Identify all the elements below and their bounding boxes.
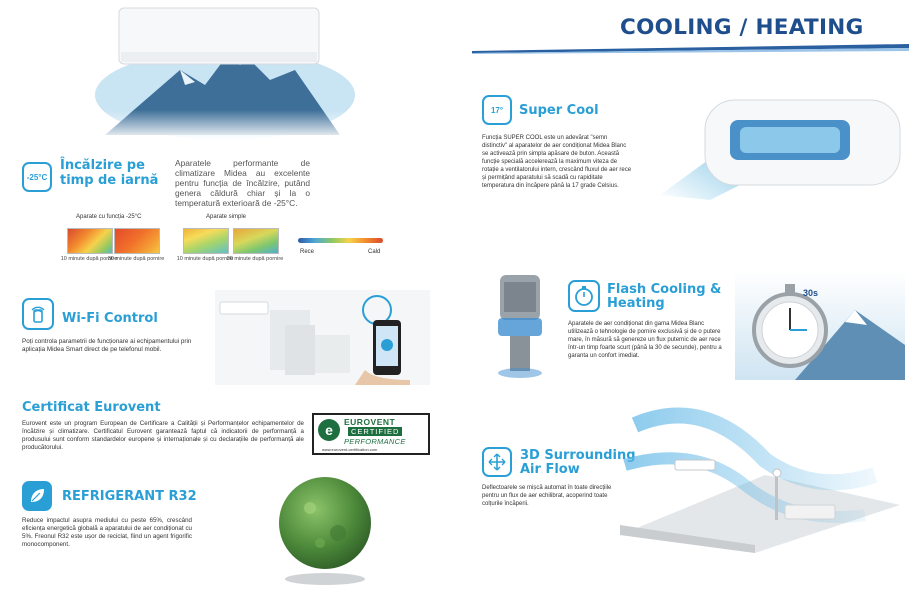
eurovent-title: Certificat Eurovent xyxy=(22,400,161,415)
thermal-image-1 xyxy=(67,228,113,254)
page-title: COOLING / HEATING xyxy=(620,15,864,40)
caption-30min-1: 30 minute după pornire xyxy=(107,256,165,262)
wifi-title: Wi-Fi Control xyxy=(62,311,158,326)
caption-30min-2: 30 minute după pornire xyxy=(226,256,284,262)
super-cool-icon xyxy=(482,95,512,125)
heating-description: Aparatele performante de climatizare Midea au excelente pentru funcția de încălzire, putând genera căldură chiar și la o temperatură exterioară de -25°C. xyxy=(175,158,310,208)
minus-25-icon xyxy=(22,162,52,192)
heating-title-line1: Încălzire pe xyxy=(60,158,145,173)
airflow-arrows-icon xyxy=(482,447,512,477)
stopwatch-mountain-image xyxy=(735,270,905,380)
refrigerant-description: Reduce impactul asupra mediului cu peste 65%, crescând eficiența energetică globală a aparatului de aer condiționat cu 5%. Freonul R32 este ușor de reciclat, fiind un agent frigorific monocomponent. xyxy=(22,517,192,548)
caption-10min-1: 10 minute după pornire xyxy=(60,256,118,262)
group1-label: Aparate cu funcția -25°C xyxy=(76,214,142,220)
heating-icon-text: -25°C xyxy=(26,172,48,182)
stopwatch-icon xyxy=(568,280,600,312)
flash-title xyxy=(607,283,721,311)
flash-title-line1: Flash Cooling & xyxy=(607,282,722,297)
eurovent-logo-url: www.eurovent-certification.com xyxy=(322,447,378,452)
ac-mountain-image xyxy=(85,0,355,140)
airflow-description: Deflectoarele se mișcă automat în toate direcțiile pentru un flux de aer echilibrat, acoperind toate colțurile încăperii. xyxy=(482,485,612,507)
header-swoosh xyxy=(472,40,909,54)
stopwatch-label: 30s xyxy=(803,288,819,298)
temperature-legend-bar xyxy=(298,238,383,243)
airflow-title-line2: Air Flow xyxy=(520,462,580,477)
airflow-title-line1: 3D Surrounding xyxy=(520,448,636,463)
ac-cooling-image xyxy=(650,75,905,205)
wifi-hand-icon xyxy=(22,298,54,330)
eurovent-logo xyxy=(312,413,430,455)
super-cool-icon-text: 17° xyxy=(490,105,504,115)
thermal-image-2 xyxy=(114,228,160,254)
group2-label: Aparate simple xyxy=(206,214,247,220)
eurovent-logo-line2: CERTIFIED xyxy=(348,427,402,436)
eurovent-description: Eurovent este un program European de Certificare a Calității și Performanțelor echipamentelor de încălzire și climatizare. Certificatul Eurovent garantează faptul că indicatorii de performanță a produsului sunt conform standardelor europene și internaționale și cu declarațiile de performanță ale producătorului. xyxy=(22,420,304,451)
refrigerant-title: REFRIGERANT R32 xyxy=(62,489,197,504)
flash-title-line2: Heating xyxy=(607,296,665,311)
eurovent-check-mark: e xyxy=(318,419,340,441)
compressor-image xyxy=(490,270,550,380)
legend-cold: Rece xyxy=(300,249,315,255)
green-globe-image xyxy=(270,473,380,588)
living-room-image xyxy=(215,290,430,385)
eurovent-logo-line1: EUROVENT xyxy=(344,417,396,427)
flash-description: Aparatele de aer condiționat din gama Midea Blanc utilizează o tehnologie de pornire exclusivă și de o putere mare, în măsură să genereze un flux puternic de aer rece într-un timp foarte scurt (până la 30 de secunde), pentru a garanta un confort imediat. xyxy=(568,321,722,359)
eurovent-logo-line3: PERFORMANCE xyxy=(344,437,406,446)
heating-title xyxy=(60,158,158,188)
room-airflow-image xyxy=(615,405,905,555)
caption-10min-2: 10 minute după pornire xyxy=(176,256,234,262)
thermal-image-3 xyxy=(183,228,229,254)
legend-hot: Cald xyxy=(368,249,381,255)
supercool-title: Super Cool xyxy=(519,103,599,118)
wifi-description: Poți controla parametrii de funcționare ai echipamentului prin aplicația Midea Smart direct de pe telefonul mobil. xyxy=(22,338,192,353)
thermal-image-4 xyxy=(233,228,279,254)
supercool-description: Funcția SUPER COOL este un adevărat "semn distinctiv" al aparatelor de aer condiționat Midea Blanc se activează prin simpla apăsare de buton. Această funcție specială accelerează la maximum viteza de rotație a ventilatorului intern, crescând fluxul de aer rece și permițând aparatului să scadă cu rapiditate temperatura din încăpere până la 17 grade Celsius. xyxy=(482,135,632,189)
heating-title-line2: timp de iarnă xyxy=(60,173,159,188)
leaf-icon xyxy=(22,481,52,511)
